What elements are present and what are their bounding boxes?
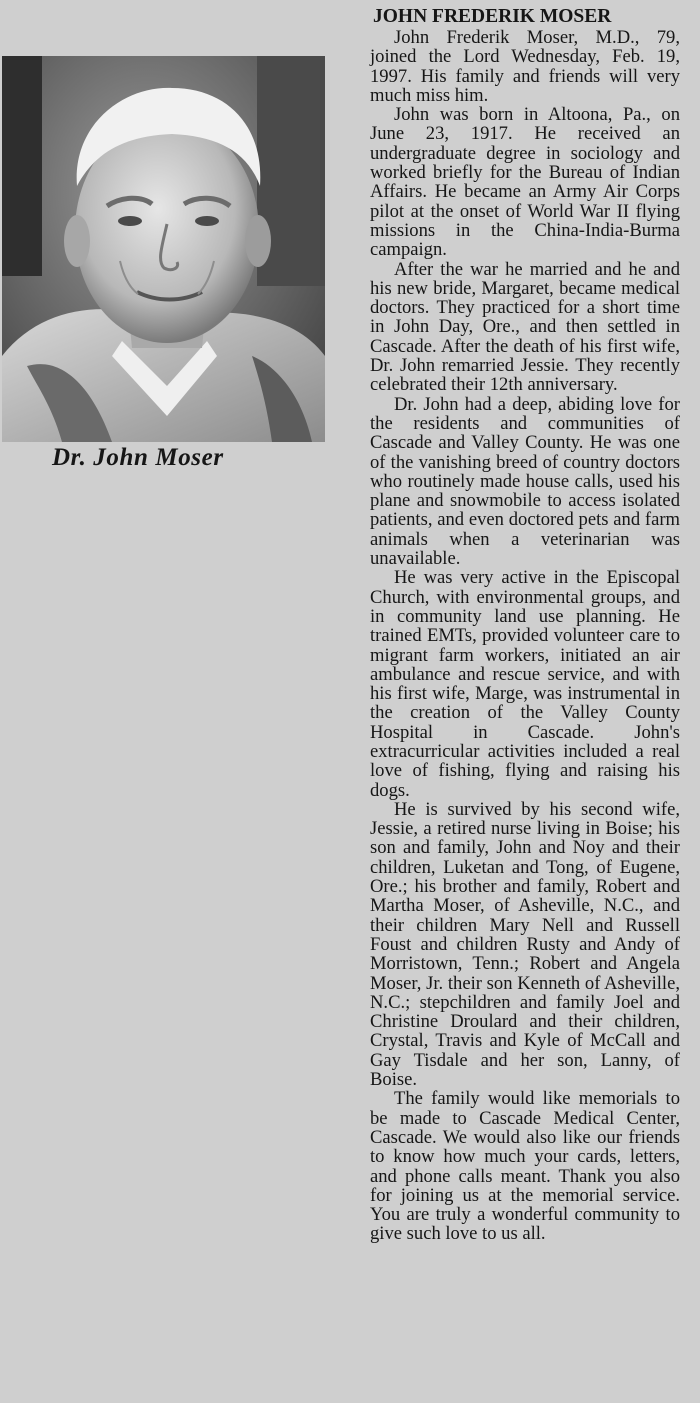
portrait-image: [2, 56, 325, 442]
photo-caption: Dr. John Moser: [52, 444, 224, 471]
portrait-photo: [2, 56, 325, 442]
obituary-article: [370, 6, 680, 1244]
article-paragraph: John Frederik Moser, M.D., 79, joined the Lord Wednesday, Feb. 19, 1997. His family and friends will very much miss him.: [370, 27, 680, 106]
article-headline: JOHN FREDERIK MOSER: [373, 6, 612, 27]
article-paragraph: He is survived by his second wife, Jessie, a retired nurse living in Boise; his son and family, John and Noy and their children, Luketan and Tong, of Eugene, Ore.; his brother and family, Robert and Martha Moser, of Asheville, N.C., and their children Mary Nell and Russell Foust and children Rusty and Andy of Morristown, Tenn.; Robert and Angela Moser, Jr. their son Kenneth of Asheville, N.C.; stepchildren and family Joel and Christine Droulard and their children, Crystal, Travis and Kyle of McCall and Gay Tisdale and her son, Lanny, of Boise.: [370, 798, 680, 1091]
article-paragraph: The family would like memorials to be made to Cascade Medical Center, Cascade. We would also like our friends to know how much your cards, letters, and phone calls meant. Thank you also for joining us at the memorial service. You are truly a wonderful community to give such love to us all.: [370, 1088, 680, 1245]
article-paragraph: Dr. John had a deep, abiding love for the residents and communities of Cascade and Valley County. He was one of the vanishing breed of country doctors who routinely made house calls, used his plane and snowmobile to access isolated patients, and even doctored pets and farm animals when a veterinarian was unavailable.: [370, 393, 680, 570]
article-paragraph: He was very active in the Episcopal Church, with environmental groups, and in community land use planning. He trained EMTs, provided volunteer care to migrant farm workers, initiated an air ambulance and rescue service, and with his first wife, Marge, was instrumental in the creation of the Valley County Hospital in Cascade. John's extracurricular activities included a real love of fishing, flying and raising his dogs.: [370, 567, 680, 801]
article-paragraph: John was born in Altoona, Pa., on June 23, 1917. He received an undergraduate degree in sociology and worked briefly for the Bureau of Indian Affairs. He became an Army Air Corps pilot at the onset of World War II flying missions in the China-India-Burma campaign.: [370, 104, 680, 261]
article-paragraph: After the war he married and he and his new bride, Margaret, became medical doctors. They practiced for a short time in John Day, Ore., and then settled in Cascade. After the death of his first wife, Dr. John remarried Jessie. They recently celebrated their 12th anniversary.: [370, 258, 680, 396]
